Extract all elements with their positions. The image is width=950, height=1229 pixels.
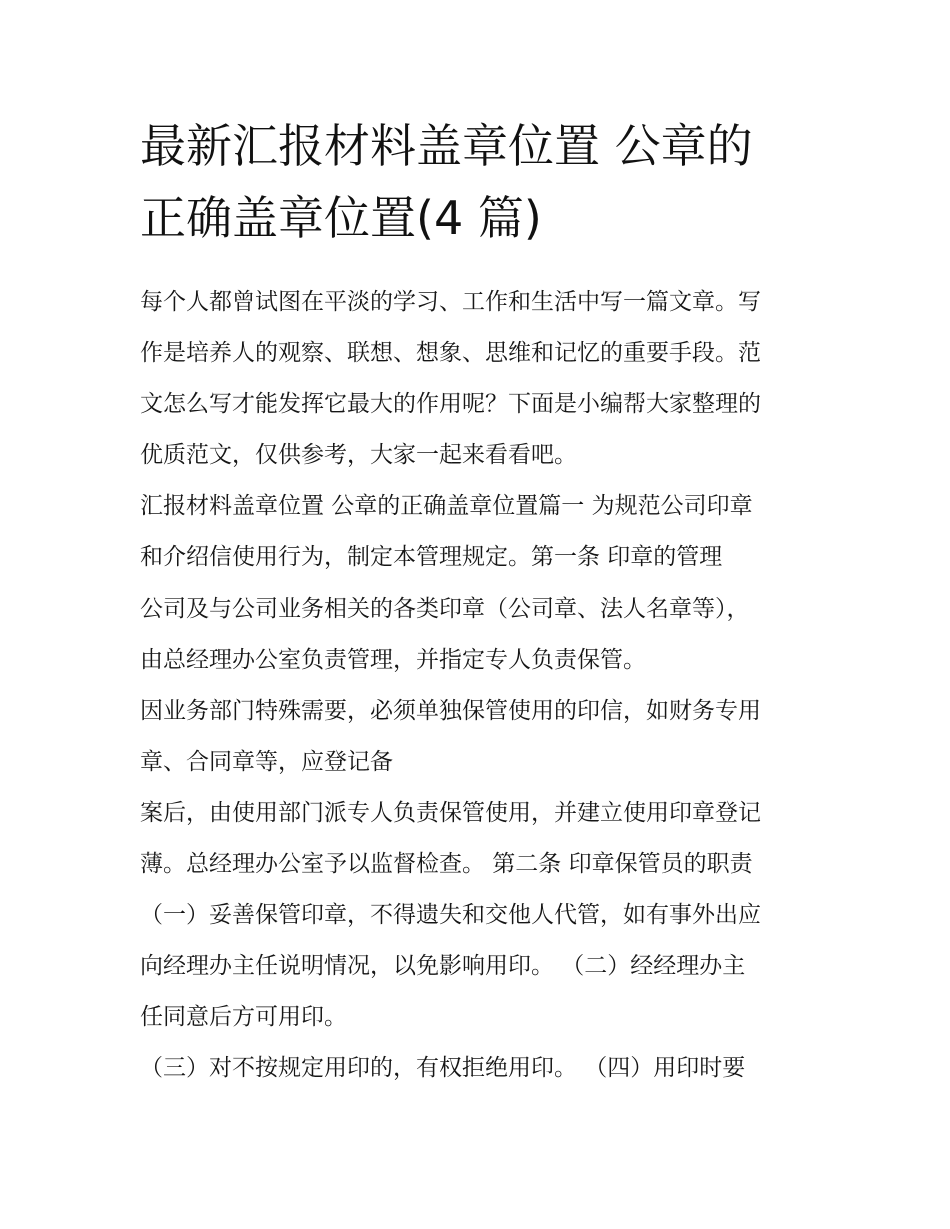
body-line: 优质范文，仅供参考，大家一起来看看吧。 xyxy=(140,442,577,469)
body-line: 作是培养人的观察、联想、想象、思维和记忆的重要手段。范 xyxy=(140,340,761,367)
body-line: 因业务部门特殊需要，必须单独保管使用的印信，如财务专用 xyxy=(140,697,761,724)
body-line: 由总经理办公室负责管理，并指定专人负责保管。 xyxy=(140,646,646,673)
body-line: （三）对不按规定用印的，有权拒绝用印。 （四）用印时要 xyxy=(140,1055,746,1082)
body-line: 章、合同章等，应登记备 xyxy=(140,748,393,775)
title-line-1: 最新汇报材料盖章位置 公章的 xyxy=(140,119,753,173)
body-line: 公司及与公司业务相关的各类印章（公司章、法人名章等）， xyxy=(140,595,750,622)
title-line-2: 正确盖章位置(4 篇) xyxy=(140,191,542,245)
body-line: 向经理办主任说明情况，以免影响用印。 （二）经经理办主 xyxy=(140,953,746,980)
body-line: 每个人都曾试图在平淡的学习、工作和生活中写一篇文章。写 xyxy=(140,289,761,315)
body-line: 汇报材料盖章位置 公章的正确盖章位置篇一 为规范公司印章 xyxy=(140,493,753,520)
body-line: 薄。总经理办公室予以监督检查。 第二条 印章保管员的职责 xyxy=(140,851,753,878)
body-line: 案后，由使用部门派专人负责保管使用，并建立使用印章登记 xyxy=(140,799,761,826)
document-title xyxy=(140,110,820,254)
body-line: 和介绍信使用行为，制定本管理规定。第一条 印章的管理 xyxy=(140,544,723,571)
body-line: 文怎么写才能发挥它最大的作用呢？下面是小编帮大家整理的 xyxy=(140,391,761,418)
document-body xyxy=(140,277,820,1095)
body-line: 任同意后方可用印。 xyxy=(140,1004,347,1031)
body-line: （一）妥善保管印章，不得遗失和交他人代管，如有事外出应 xyxy=(140,902,761,929)
